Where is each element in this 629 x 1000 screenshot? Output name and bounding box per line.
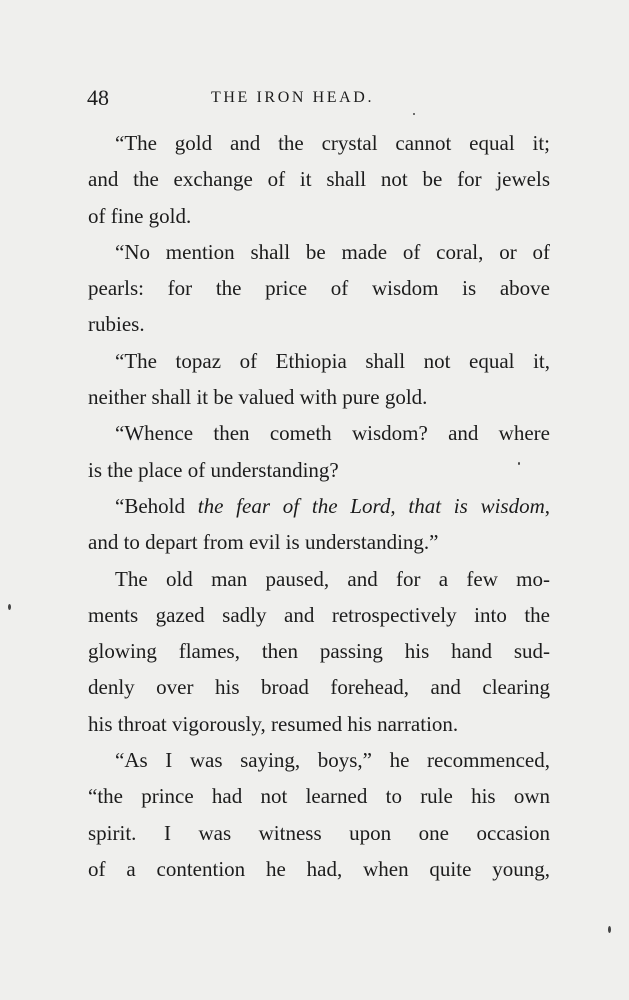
ink-speck <box>8 604 11 610</box>
page-number: 48 <box>87 85 109 110</box>
text-line: The old man paused, and for a few mo- <box>115 566 550 591</box>
text-line: and to depart from evil is understanding.” <box>88 530 439 555</box>
text-line: “The gold and the crystal cannot equal it; <box>115 131 550 155</box>
text-line: “As I was saying, boys,” he recommenced, <box>115 748 550 773</box>
text-line: “No mention shall be made of coral, or of <box>115 239 550 264</box>
text-segment: , <box>544 493 550 518</box>
text-line: ments gazed sadly and retrospectively into the <box>88 602 550 627</box>
text-line: and the exchange of it shall not be for jewels <box>88 167 550 192</box>
ink-speck <box>413 113 415 115</box>
text-line: “the prince had not learned to rule his own <box>88 784 550 809</box>
text-line: glowing flames, then passing his hand sud- <box>88 639 550 664</box>
text-line: of a contention he had, when quite young, <box>88 856 550 881</box>
text-line: his throat vigorously, resumed his narration. <box>88 711 459 736</box>
text-line: of fine gold. <box>88 203 192 228</box>
ink-speck <box>518 462 520 465</box>
text-line: is the place of understanding? <box>88 457 339 482</box>
text-line: spirit. I was witness upon one occasion <box>88 820 550 845</box>
text-line: “The topaz of Ethiopia shall not equal it, <box>115 348 550 373</box>
text-line: neither shall it be valued with pure gold. <box>88 385 428 410</box>
running-head <box>0 85 629 119</box>
running-title: THE IRON HEAD. <box>211 89 375 106</box>
text-line: denly over his broad forehead, and clearing <box>88 675 550 700</box>
text-line: pearls: for the price of wisdom is above <box>88 276 550 301</box>
body-text <box>88 125 550 887</box>
italic-phrase: the fear of the Lord, that is wisdom <box>197 493 545 518</box>
text-line: “Whence then cometh wisdom? and where <box>115 421 550 446</box>
text-segment: “Behold <box>115 493 198 518</box>
ink-speck <box>608 926 611 933</box>
text-line: rubies. <box>88 312 145 337</box>
text-line <box>88 488 550 524</box>
